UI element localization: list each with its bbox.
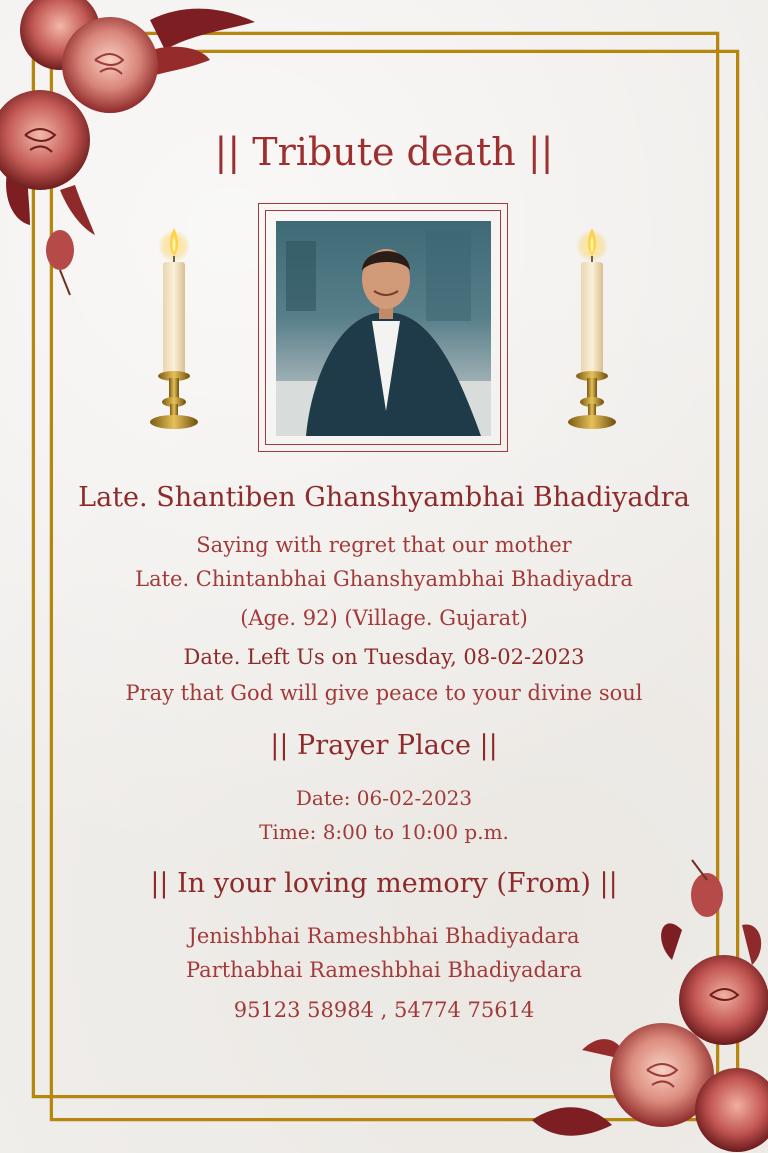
prayer-date: Date: 06-02-2023 [295,786,473,810]
from-heading: || In your loving memory (From) || [150,868,618,899]
contact-phones: 95123 58984 , 54774 75614 [233,998,535,1022]
prayer-time: Time: 8:00 to 10:00 p.m. [259,820,509,844]
prayer-place-heading: || Prayer Place || [270,730,498,761]
message-line: Saying with regret that our mother [196,533,572,557]
card-title: || Tribute death || [214,130,554,174]
message-line: (Age. 92) (Village. Gujarat) [240,606,528,630]
message-line: Late. Chintanbhai Ghanshyambhai Bhadiyadra [135,567,633,591]
candle-icon [566,226,622,432]
portrait-photo [276,221,491,436]
message-line: Pray that God will give peace to your divine soul [125,681,643,705]
from-name: Parthabhai Rameshbhai Bhadiyadara [186,958,582,982]
from-name: Jenishbhai Rameshbhai Bhadiyadara [188,924,580,948]
deceased-name: Late. Shantiben Ghanshyambhai Bhadiyadra [78,482,690,513]
departure-date: Date. Left Us on Tuesday, 08-02-2023 [183,645,585,669]
candle-icon [148,226,204,432]
